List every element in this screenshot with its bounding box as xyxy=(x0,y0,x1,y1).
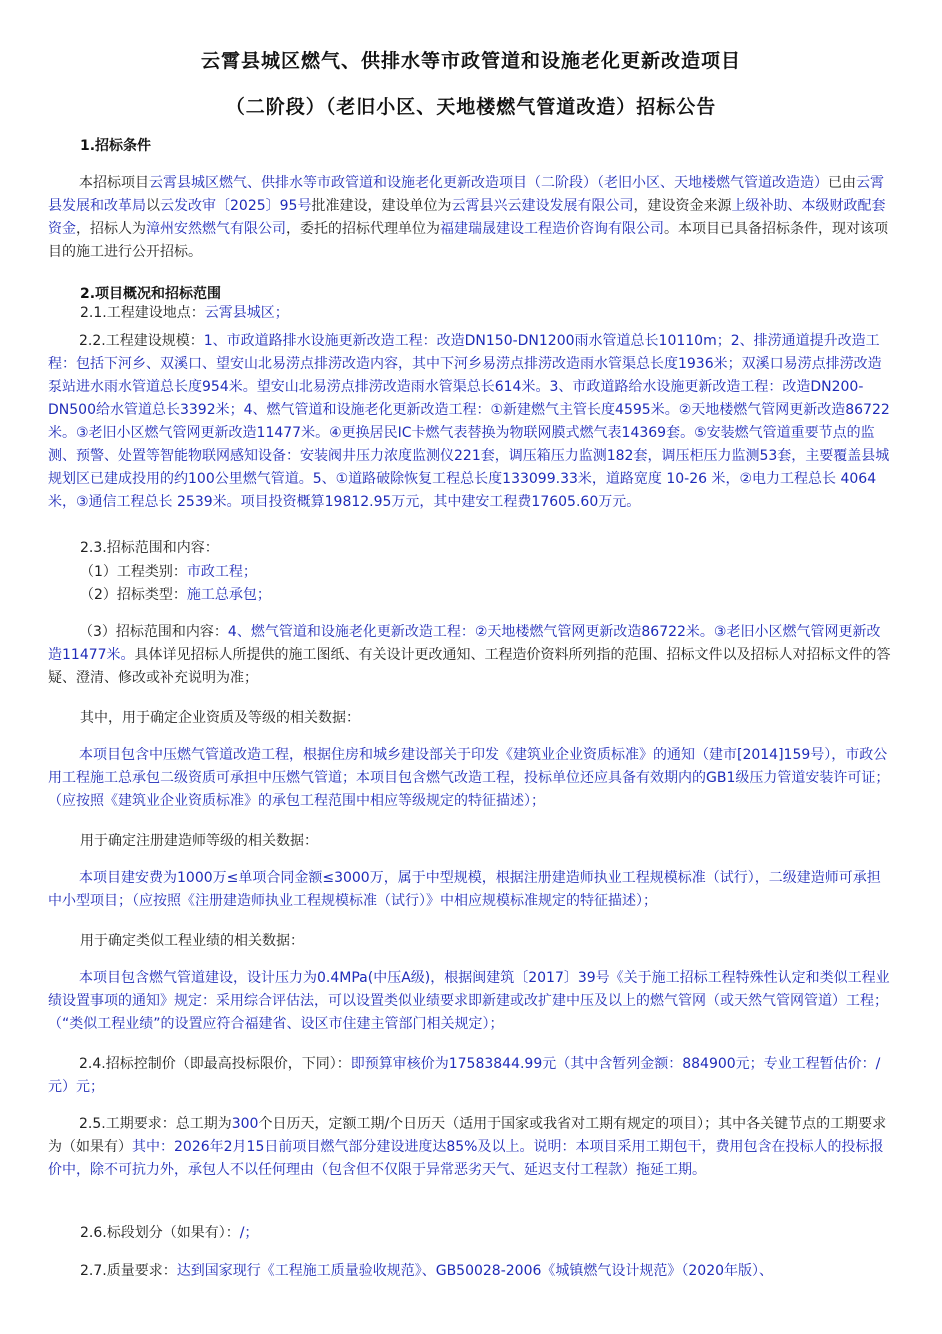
agent: 福建瑞晟建设工程造价咨询有限公司 xyxy=(440,221,664,237)
section-1-paragraph: 本招标项目云霄县城区燃气、供排水等市政管道和设施老化更新改造项目（二阶段）（老旧小区、天地楼燃气管道改造造）已由云霄县发展和改革局以云发改审〔2025〕95号批准建设，建设单位为云霄县兴云建设发展有限公司，建设资金来源上级补助、本级财政配套资金，招标人为漳州安然燃气有限公司，委托的招标代理单位为福建瑞晟建设工程造价咨询有限公司。本项目已具备招标条件，现对该项目的施工进行公开招标。 xyxy=(48,175,888,260)
title-line-2: （二阶段）（老旧小区、天地楼燃气管道改造）招标公告 xyxy=(225,96,717,118)
qualification-label: 其中，用于确定企业资质及等级的相关数据： xyxy=(80,710,360,726)
qualification-text: 本项目包含中压燃气管道改造工程，根据住房和城乡建设部关于印发《建筑业企业资质标准》的通知（建市[2014]159号），市政公用工程施工总承包二级资质可承担中压燃气管道；本项目包含燃气改造工程，投标单位还应具备有效期内的GB1级压力管道安装许可证；（应按照《建筑业企业资质标准》的承包工程范围中相应等级规定的特征描述）； xyxy=(48,747,890,809)
project-name: 云霄县城区燃气、供排水等市政管道和设施老化更新改造项目（二阶段）（老旧小区、天地楼燃气管道改造 xyxy=(149,175,800,191)
item-2-6: 2.6.标段划分（如果有）：/； xyxy=(80,1225,259,1241)
section-1-heading: 1.招标条件 xyxy=(80,138,152,154)
item-2-5: 2.5.工期要求：总工期为300个日历天，定额工期/个日历天（适用于国家或我省对工期有规定的项目）；其中各关键节点的工期要求为（如果有）其中：2026年2月15日前项目燃气部分建设进度达85%及以上。说明：本项目采用工期包干，费用包含在投标人的投标报价中，除不可抗力外，承包人不以任何理由（包含但不仅限于异常恶劣天气、延迟支付工程款）拖延工期。 xyxy=(48,1116,887,1178)
approval-number: 云发改审〔2025〕95号 xyxy=(160,198,312,214)
builder: 云霄县兴云建设发展有限公司 xyxy=(451,198,634,214)
approver: 云霄县发展和改革局 xyxy=(48,175,884,214)
item-2-2: 2.2.工程建设规模：1、市政道路排水设施更新改造工程：改造DN150-DN1200雨水管道总长10110m；2、排涝通道提升改造工程：包括下河乡、双溪口、望安山北易涝点排涝改造内容，其中下河乡易涝点排涝改造雨水管渠总长度1936米；双溪口易涝点排涝改造泵站进水雨水管道总长度954米。望安山北易涝点排涝改造雨水管渠总长614米。3、市政道路给水设施更新改造工程：改造DN200-DN500给水管道总长3392米；4、燃气管道和设施老化更新改造工程：①新建燃气主管长度4595米。②天地楼燃气管网更新改造86722米。③老旧小区燃气管网更新改造11477米。④更换居民IC卡燃气表替换为物联网膜式燃气表14369套。⑤安装燃气管道重要节点的监测、预警、处置等智能物联网感知设备：安装阀井压力浓度监测仪221套，调压箱压力监测182套，调压柜压力监测53套，主要覆盖县城规划区已建成投用的约100公里燃气管道。5、①道路破除恢复工程总长度133099.33米，道路宽度 10-26 米，②电力工程总长 4064米，③通信工程总长 2539米。项目投资概算19812.95万元，其中建安工程费17605.60万元。 xyxy=(48,333,890,510)
item-2-3-3: （3）招标范围和内容：4、燃气管道和设施老化更新改造工程：②天地楼燃气管网更新改造86722米。③老旧小区燃气管网更新改造11477米。具体详见招标人所提供的施工图纸、有关设计更改通知、工程造价资料所列指的范围、招标文件以及招标人对招标文件的答疑、澄清、修改或补充说明为准； xyxy=(48,624,891,686)
builder-level-text: 本项目建安费为1000万≤单项合同金额≤3000万，属于中型规模，根据注册建造师执业工程规模标准（试行），二级建造师可承担中小型项目；（应按照《注册建造师执业工程规模标准（试行）》中相应规模标准规定的特征描述）； xyxy=(48,870,881,909)
performance-label: 用于确定类似工程业绩的相关数据： xyxy=(80,933,304,949)
performance-text: 本项目包含燃气管道建设，设计压力为0.4MPa(中压A级)，根据闽建筑〔2017〕39号《关于施工招标工程特殊性认定和类似工程业绩设置事项的通知》规定：采用综合评估法，可以设置类似业绩要求即新建或改扩建中压及以上的燃气管网（或天然气管网管道）工程；（“类似工程业绩”的设置应符合福建省、设区市住建主管部门相关规定）； xyxy=(48,970,890,1032)
title-line-1: 云霄县城区燃气、供排水等市政管道和设施老化更新改造项目 xyxy=(200,50,741,72)
item-2-1: 2.1.工程建设地点：云霄县城区； xyxy=(80,305,289,321)
section-2-heading: 2.项目概况和招标范围 xyxy=(80,286,222,302)
tenderer: 漳州安然燃气有限公司 xyxy=(146,221,286,237)
item-2-7: 2.7.质量要求：达到国家现行《工程施工质量验收规范》、GB50028-2006《城镇燃气设计规范》（2020年版）、 xyxy=(80,1263,774,1279)
item-2-3: 2.3.招标范围和内容： xyxy=(80,540,219,556)
builder-level-label: 用于确定注册建造师等级的相关数据： xyxy=(80,833,318,849)
item-2-4: 2.4.招标控制价（即最高投标限价，下同）：即预算审核价为17583844.99元（其中含暂列金额：884900元；专业工程暂估价：/元）元； xyxy=(48,1056,881,1095)
item-2-3-1: （1）工程类别：市政工程； xyxy=(80,564,257,580)
project-name-end: 造） xyxy=(800,175,828,191)
item-2-3-2: （2）招标类型：施工总承包； xyxy=(80,587,271,603)
fund-source: 上级补助、本级财政配套资金 xyxy=(48,198,886,237)
